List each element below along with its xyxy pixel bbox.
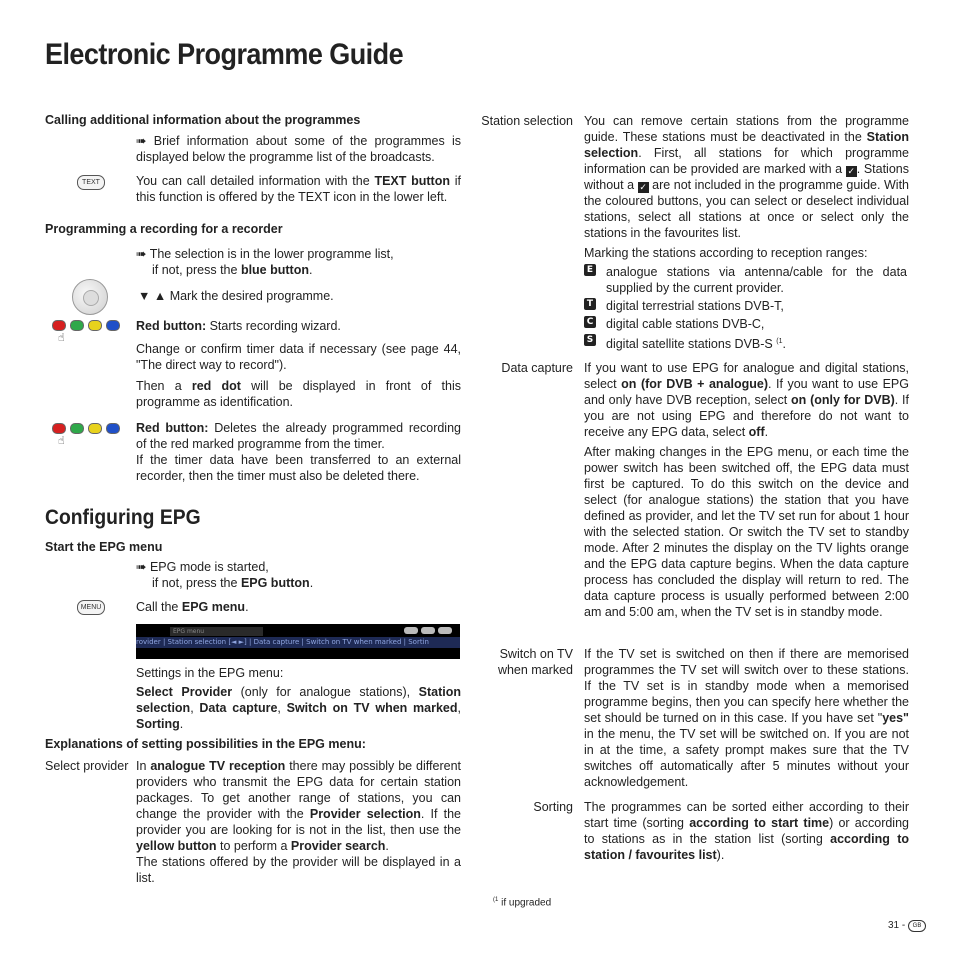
range-text: digital terrestrial stations DVB-T,: [606, 299, 784, 313]
range-item: [584, 264, 909, 298]
mark-programme-text: ▼ ▲ Mark the desired programme.: [138, 289, 334, 303]
station-selection-label: Station selection: [481, 114, 573, 128]
range-item: [584, 316, 909, 334]
marking-text: Marking the stations according to reception ranges:: [584, 246, 868, 260]
start-epg-heading: Start the EPG menu: [45, 540, 163, 554]
checkmark-icon: ✓: [847, 166, 855, 176]
epg-menu-row: rovider | Station selection [◄ ►] | Data capture | Switch on TV when marked | Sortin: [136, 637, 460, 648]
epg-menu-title: EPG menu: [170, 627, 263, 636]
hand-pointer-icon: ☝: [58, 331, 65, 344]
sorting-label: Sorting: [533, 800, 573, 814]
switch-on-tv-text: If the TV set is switched on then if there are memorised programmes the TV set will switch over to these stations. If the TV set is in standby mode when a memorised programme begins, then you can specify here whether the set should be turned on in this case. If you have set "yes" in the menu, the TV set will be switched on. If you are not in at the time, a safety prompt makes sure that the TV switches off automatically after 5 minutes without your acknowledgement.: [584, 647, 909, 789]
checkmark-icon: ✓: [639, 182, 647, 192]
red-button-icon: [52, 320, 66, 331]
range-text: analogue stations via antenna/cable for the data supplied by the current provider.: [606, 265, 907, 295]
data-capture-more: After making changes in the EPG menu, or each time the power switch has been switched off, the EPG data must first be captured. To do this switch on the device and select (for analogue stations) the station that you have defined as provider, and let the TV set run for about 1 hour with the selected station. Or switch the TV set to standby mode. After 2 minutes the display on the TV lights orange and the EPG data capture begins. When the data capture process has concluded the display will return to red. The data capture process is usually performed between 2:00 am and 5:00 am, when the TV set is in standby mode.: [584, 445, 909, 619]
menu-key-icon: MENU: [77, 600, 105, 615]
select-provider-label: Select provider: [45, 759, 129, 773]
change-timer-text: Change or confirm timer data if necessary (see page 44, "The direct way to record").: [136, 342, 461, 372]
sorting-text: The programmes can be sorted either according to their start time (sorting according to start time) or according to stations as in the station list (sorting according to station / favourites list).: [584, 800, 909, 862]
start-bullet-2: if not, press the EPG button.: [152, 576, 314, 590]
range-key-icon: S: [584, 334, 596, 346]
settings-list: Select Provider (only for analogue stations), Station selection, Data capture, Switch on TV when marked, Sorting.: [136, 685, 462, 731]
red-button-icon: [52, 423, 66, 434]
explanations-heading: Explanations of setting possibilities in the EPG menu:: [45, 737, 366, 751]
blue-button-icon: [106, 423, 120, 434]
programming-bullet-2: if not, press the blue button.: [152, 263, 313, 277]
page-number: 31 - GB: [888, 920, 926, 932]
red-button-text-2: Red button: Deletes the already programmed recording of the red marked programme from the timer.: [136, 421, 461, 451]
switch-on-tv-label: Switch on TV when marked: [497, 647, 573, 677]
green-button-icon: [70, 320, 84, 331]
call-epg-menu-text: Call the EPG menu.: [136, 600, 249, 614]
data-capture-label: Data capture: [501, 361, 573, 375]
range-text: digital satellite stations DVB-S $^{(1}$.: [606, 337, 786, 352]
footnote: $^{(1}$ if upgraded: [493, 897, 552, 909]
hand-pointer-icon: ☝: [58, 434, 65, 447]
range-key-icon: E: [584, 264, 596, 276]
red-button-text-1: Red button: Starts recording wizard.: [136, 319, 341, 333]
select-provider-text: In analogue TV reception there may possibly be different providers who transmit the EPG data for certain station packages. To get another range of stations, you can change the provider with the Provider selection. If the provider you are looking for is not in the list, then use the yellow button to perform a Provider search.: [136, 759, 461, 853]
calling-info-text: You can call detailed information with the TEXT button if this function is offered by the TEXT icon in the lower left.: [136, 174, 461, 204]
country-badge-icon: GB: [908, 920, 926, 932]
yellow-button-icon: [88, 423, 102, 434]
range-key-icon: T: [584, 298, 596, 310]
red-dot-text: Then a red dot will be displayed in front of this programme as identification.: [136, 379, 462, 409]
station-selection-text: You can remove certain stations from the programme guide. These stations must be deactivated in the Station selection. First, all stations for which programme information can be provided are marked with a ✓ . Stations without a ✓ are not included in the programme guide. With the coloured buttons, you can select or deselect individual stations, select all stations at once or select only the stations in the favourites list.: [584, 114, 909, 240]
yellow-button-icon: [88, 320, 102, 331]
colour-buttons-icon: [52, 320, 120, 331]
red-button-more: If the timer data have been transferred to an external recorder, then the timer must also be deleted there.: [136, 453, 461, 483]
programming-heading: Programming a recording for a recorder: [45, 222, 283, 236]
colour-buttons-icon-2: [52, 423, 120, 434]
nav-pad-icon: [72, 279, 108, 315]
page-title: Electronic Programme Guide: [45, 38, 404, 71]
range-text: digital cable stations DVB-C,: [606, 317, 765, 331]
ranges-list: [584, 264, 909, 352]
programming-bullet-1: ➠ The selection is in the lower programme list,: [136, 247, 394, 261]
range-item: [584, 334, 909, 352]
calling-info-bullet: ➠ Brief information about some of the programmes is displayed below the programme list of the broadcasts.: [136, 134, 461, 164]
start-bullet-1: ➠ EPG mode is started,: [136, 560, 269, 574]
configuring-heading: Configuring EPG: [45, 506, 201, 529]
epg-menu-screenshot: [136, 624, 460, 659]
text-key-icon: TEXT: [77, 175, 105, 190]
screen-icons: [404, 627, 452, 634]
select-provider-more: The stations offered by the provider will be displayed in a list.: [136, 855, 461, 885]
ok-key-icon: [83, 290, 99, 306]
range-key-icon: C: [584, 316, 596, 328]
blue-button-icon: [106, 320, 120, 331]
settings-label: Settings in the EPG menu:: [136, 666, 284, 680]
green-button-icon: [70, 423, 84, 434]
range-item: [584, 298, 909, 316]
data-capture-text: If you want to use EPG for analogue and digital stations, select on (for DVB + analogue). If you want to use EPG and only have DVB reception, select on (only for DVB). If you are not using EPG and therefore do not want to receive any EPG data, select off.: [584, 361, 910, 439]
calling-info-heading: Calling additional information about the programmes: [45, 113, 361, 127]
